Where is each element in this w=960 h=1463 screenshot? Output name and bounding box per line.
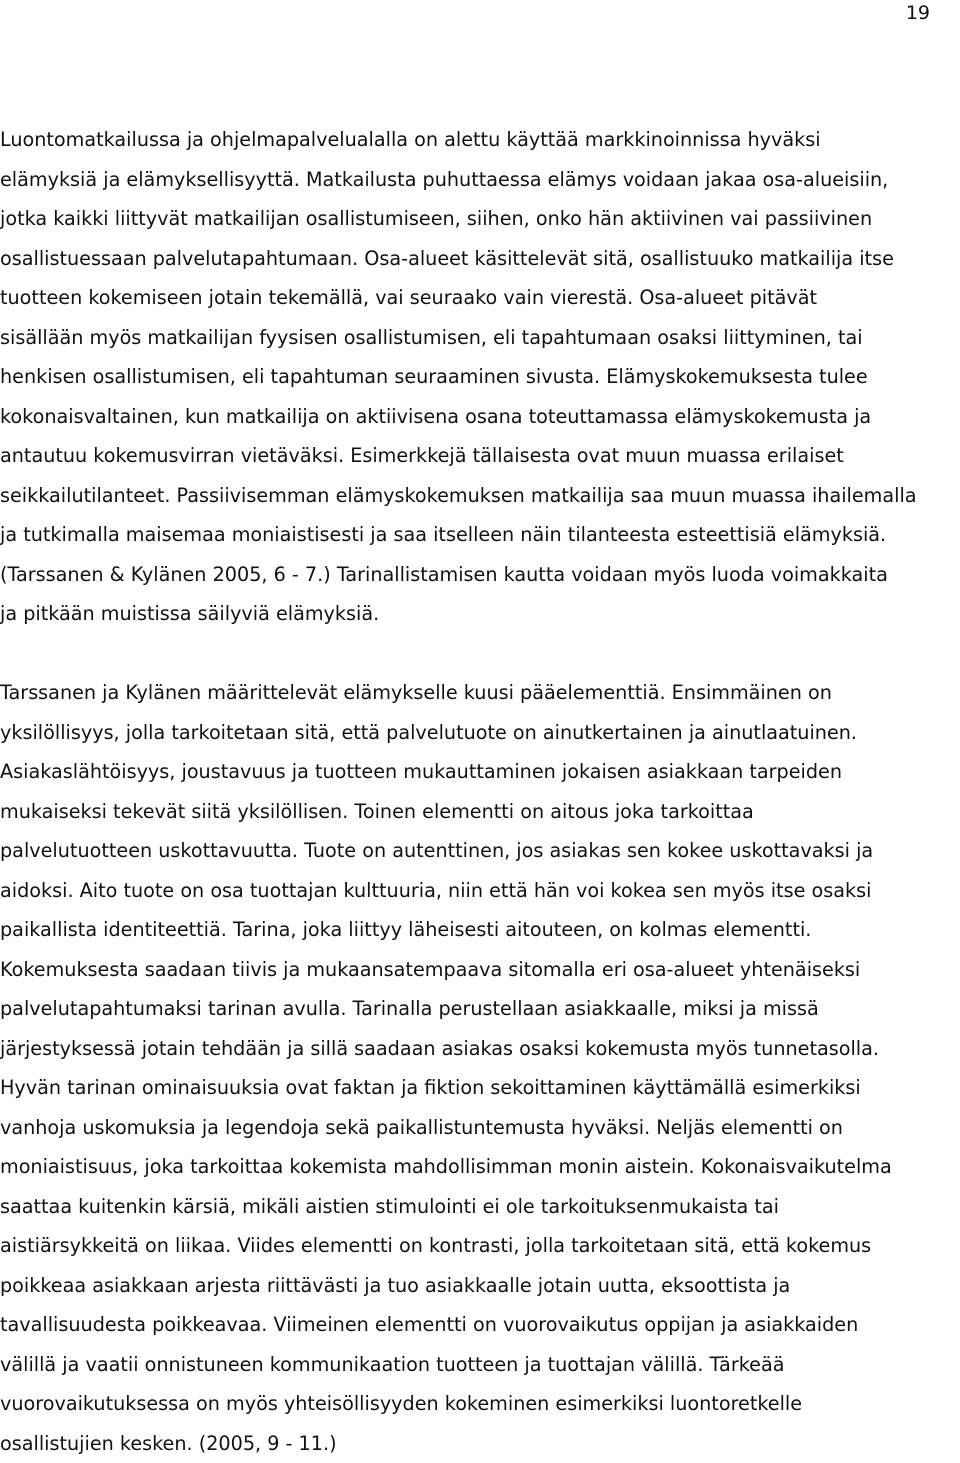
paragraph-1 [0,120,960,634]
text-line: ja pitkään muistissa säilyviä elämyksiä. [0,594,960,634]
text-line: elämyksiä ja elämyksellisyyttä. Matkailusta puhuttaessa elämys voidaan jakaa osa-alueisiin, [0,160,960,200]
text-line: antautuu kokemusvirran vietäväksi. Esimerkkejä tällaisesta ovat muun muassa erilaiset [0,436,960,476]
text-line: yksilöllisyys, jolla tarkoitetaan sitä, että palvelutuote on ainutkertainen ja ainutlaatuinen. [0,713,960,753]
text-line: aistiärsykkeitä on liikaa. Viides elementti on kontrasti, jolla tarkoitetaan sitä, että kokemus [0,1226,960,1266]
text-line: vanhoja uskomuksia ja legendoja sekä paikallistuntemusta hyväksi. Neljäs elementti on [0,1108,960,1148]
text-line: Tarssanen ja Kylänen määrittelevät elämykselle kuusi pääelementtiä. Ensimmäinen on [0,673,960,713]
text-line: jotka kaikki liittyvät matkailijan osallistumiseen, siihen, onko hän aktiivinen vai passiivinen [0,199,960,239]
body-text [0,120,960,1463]
text-line: järjestyksessä jotain tehdään ja sillä saadaan asiakas osaksi kokemusta myös tunnetasolla. [0,1029,960,1069]
text-line: henkisen osallistumisen, eli tapahtuman seuraaminen sivusta. Elämyskokemuksesta tulee [0,357,960,397]
text-line: Asiakaslähtöisyys, joustavuus ja tuotteen mukauttaminen jokaisen asiakkaan tarpeiden [0,752,960,792]
text-line: saattaa kuitenkin kärsiä, mikäli aistien stimulointi ei ole tarkoituksenmukaista tai [0,1187,960,1227]
text-line: seikkailutilanteet. Passiivisemman elämyskokemuksen matkailija saa muun muassa ihailemalla [0,476,960,516]
text-line: osallistuessaan palvelutapahtumaan. Osa-alueet käsittelevät sitä, osallistuuko matkailija itse [0,239,960,279]
text-line: tuotteen kokemiseen jotain tekemällä, vai seuraako vain vierestä. Osa-alueet pitävät [0,278,960,318]
text-line: Hyvän tarinan ominaisuuksia ovat faktan ja fiktion sekoittaminen käyttämällä esimerkiksi [0,1068,960,1108]
text-line: moniaistisuus, joka tarkoittaa kokemista mahdollisimman monin aistein. Kokonaisvaikutelma [0,1147,960,1187]
text-line: kokonaisvaltainen, kun matkailija on aktiivisena osana toteuttamassa elämyskokemusta ja [0,397,960,437]
text-line: palvelutuotteen uskottavuutta. Tuote on autenttinen, jos asiakas sen kokee uskottavaksi ja [0,831,960,871]
text-line: Kokemuksesta saadaan tiivis ja mukaansatempaava sitomalla eri osa-alueet yhtenäiseksi [0,950,960,990]
text-line: poikkeaa asiakkaan arjesta riittävästi ja tuo asiakkaalle jotain uutta, eksoottista ja [0,1266,960,1306]
paragraph-2 [0,673,960,1463]
text-line: mukaiseksi tekevät siitä yksilöllisen. Toinen elementti on aitous joka tarkoittaa [0,792,960,832]
text-line: (Tarssanen & Kylänen 2005, 6 - 7.) Tarinallistamisen kautta voidaan myös luoda voimakkaita [0,555,960,595]
page-number: 19 [906,2,930,24]
text-line: ja tutkimalla maisemaa moniaistisesti ja saa itselleen näin tilanteesta esteettisiä elämyksiä. [0,515,960,555]
text-line: sisällään myös matkailijan fyysisen osallistumisen, eli tapahtumaan osaksi liittyminen, tai [0,318,960,358]
text-line: Luontomatkailussa ja ohjelmapalvelualalla on alettu käyttää markkinoinnissa hyväksi [0,120,960,160]
text-line: paikallista identiteettiä. Tarina, joka liittyy läheisesti aitouteen, on kolmas elementti. [0,910,960,950]
text-line: vuorovaikutuksessa on myös yhteisöllisyyden kokeminen esimerkiksi luontoretkelle [0,1384,960,1424]
text-line: aidoksi. Aito tuote on osa tuottajan kulttuuria, niin että hän voi kokea sen myös itse osaksi [0,871,960,911]
text-line: tavallisuudesta poikkeavaa. Viimeinen elementti on vuorovaikutus oppijan ja asiakkaiden [0,1305,960,1345]
text-line: palvelutapahtumaksi tarinan avulla. Tarinalla perustellaan asiakkaalle, miksi ja missä [0,989,960,1029]
text-line: osallistujien kesken. (2005, 9 - 11.) [0,1424,960,1463]
text-line: välillä ja vaatii onnistuneen kommunikaation tuotteen ja tuottajan välillä. Tärkeää [0,1345,960,1385]
